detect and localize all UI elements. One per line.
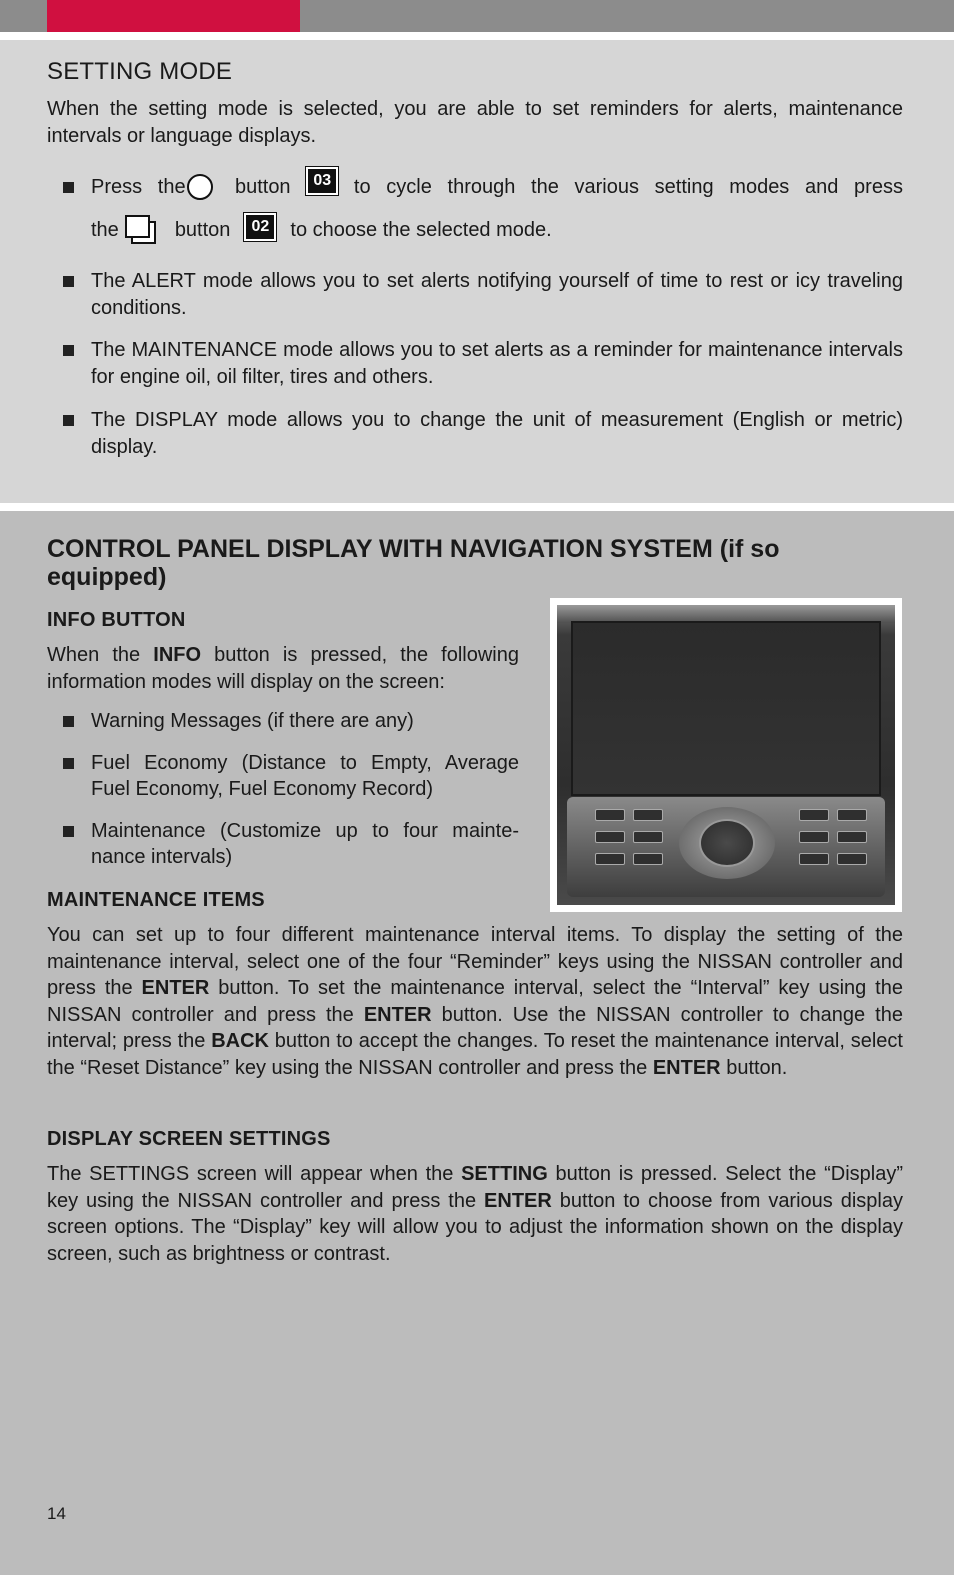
button-number-badge: 02	[244, 213, 276, 241]
page-number: 14	[47, 1504, 66, 1523]
info-paragraph: When the INFO button is pressed, the following information modes will display on the screen:	[47, 644, 519, 693]
section-title: CONTROL PANEL DISPLAY WITH NAVIGATION SYSTEM (if so equipped)	[47, 535, 780, 591]
info-modes-list	[47, 708, 519, 871]
bullet-square-icon	[63, 758, 74, 769]
word: and	[804, 175, 839, 198]
list-item	[47, 337, 903, 390]
separator	[0, 32, 954, 40]
intro-paragraph: When the setting mode is selected, you are able to set reminders for alerts, maintenance intervals or language displays.	[47, 98, 903, 147]
list-item	[47, 750, 519, 803]
list-item	[47, 818, 519, 871]
square-button-icon	[125, 215, 157, 245]
bullet-text: to choose the selected mode.	[290, 218, 552, 241]
word: button	[174, 218, 231, 241]
button-number-badge: 03	[306, 167, 338, 195]
bullet-text: Fuel Economy (Distance to Empty, Average Fuel Economy, Fuel Economy Record)	[91, 751, 519, 800]
maintenance-paragraph: You can set up to four different maintenance interval items. To display the setting of the maintenance interval, select one of the four “Reminder” keys using the NISSAN controller and press the ENTER button. To set the maintenance interval, select the “Interval” key using the NISSAN controller and press the ENTER button. Use the NISSAN controller to change the interval; press the BACK button to accept the changes. To reset the maintenance interval, select the “Reset Distance” key using the NISSAN controller and press the ENTER button.	[47, 924, 903, 1079]
top-color-bar	[0, 0, 954, 32]
display-screen	[571, 621, 881, 796]
display-screen-heading: DISPLAY SCREEN SETTINGS	[47, 1128, 331, 1150]
separator	[0, 503, 954, 511]
word: the	[157, 175, 186, 198]
setting-mode-bullets	[47, 407, 903, 460]
circle-button-icon	[187, 174, 213, 200]
word: Press	[91, 175, 143, 198]
bullet-square-icon	[63, 415, 74, 426]
bullet-square-icon	[63, 182, 74, 193]
setting-mode-bullets	[47, 268, 903, 321]
bullet-text: The ALERT mode allows you to set alerts notifying yourself of time to rest or icy traveling conditions.	[91, 270, 903, 319]
bullet-text: The DISPLAY mode allows you to change the unit of measurement (English or metric) display.	[91, 409, 903, 458]
bullet-text: Maintenance (Customize up to four mainte-nance intervals)	[91, 819, 519, 868]
setting-mode-bullets	[47, 337, 903, 390]
word: modes	[729, 175, 790, 198]
bullet-line	[91, 213, 903, 247]
word: press	[854, 175, 903, 198]
section-title: SETTING MODE	[47, 58, 233, 85]
bullet-text: The MAINTENANCE mode allows you to set alerts as a reminder for maintenance intervals for engine oil, oil filter, tires and others.	[91, 339, 903, 388]
word: the	[91, 218, 119, 241]
bullet-square-icon	[63, 716, 74, 727]
list-item	[47, 268, 903, 321]
accent-tab	[47, 0, 300, 32]
list-item	[47, 407, 903, 460]
bullet-square-icon	[63, 345, 74, 356]
word: button	[234, 175, 291, 198]
navigation-display-image	[557, 605, 895, 905]
bullet-text: Warning Messages (if there are any)	[91, 710, 414, 732]
word: the	[531, 175, 559, 198]
list-item	[47, 708, 519, 735]
word: to	[353, 175, 371, 198]
display-screen-paragraph: The SETTINGS screen will appear when the SETTING button is pressed. Select the “Display” key using the NISSAN controller and press the ENTER button to choose from various display screen options. The “Display” key will allow you to adjust the information shown on the display screen, such as brightness or contrast.	[47, 1163, 903, 1265]
maintenance-items-heading: MAINTENANCE ITEMS	[47, 889, 265, 911]
control-panel-photo	[550, 598, 902, 912]
bullet-square-icon	[63, 826, 74, 837]
setting-mode-bullets	[47, 170, 903, 256]
nissan-controller-knob	[699, 819, 755, 867]
bullet-line	[91, 170, 903, 204]
bullet-square-icon	[63, 276, 74, 287]
word: setting	[654, 175, 714, 198]
word: cycle	[386, 175, 432, 198]
control-panel-section	[0, 511, 954, 1575]
list-item	[47, 170, 903, 256]
control-panel	[567, 797, 885, 897]
info-button-heading: INFO BUTTON	[47, 609, 186, 631]
word: various	[574, 175, 639, 198]
word: through	[447, 175, 516, 198]
setting-mode-section	[0, 40, 954, 503]
